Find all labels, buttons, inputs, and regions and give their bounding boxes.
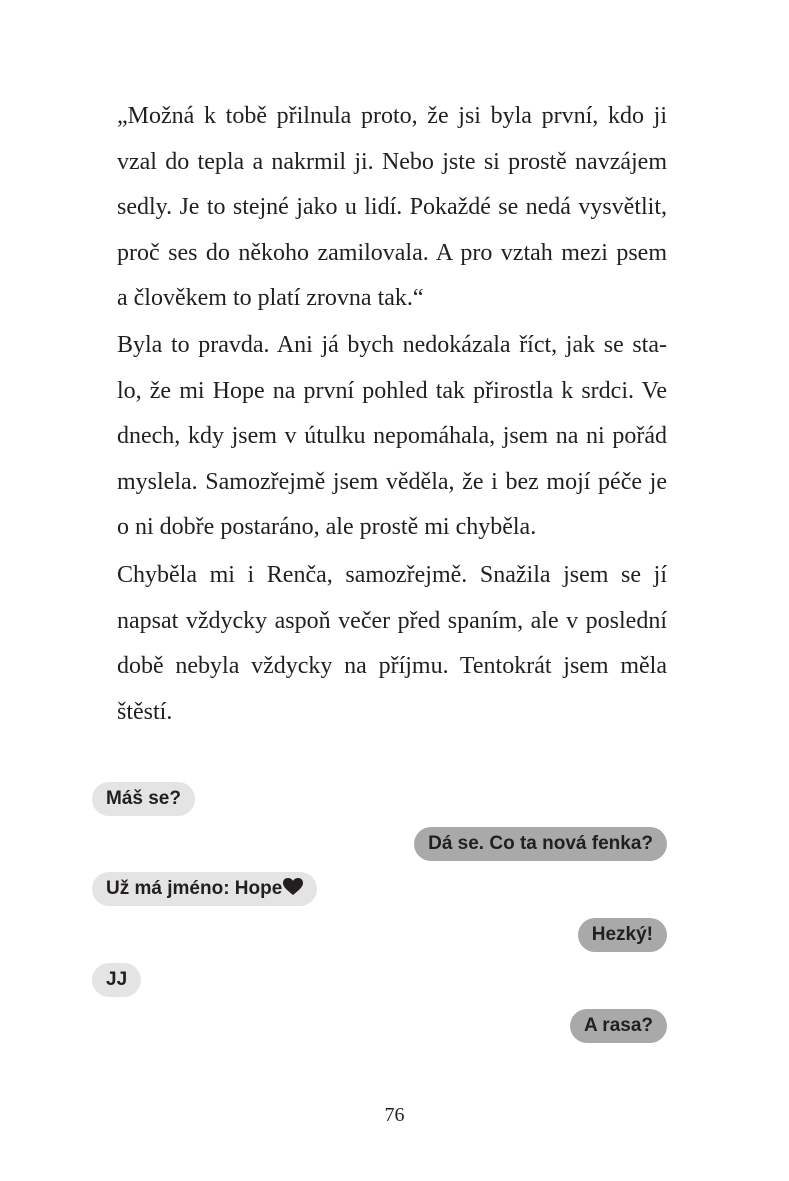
text-line: štěstí. [117, 698, 173, 725]
chat-bubble-outgoing [578, 918, 667, 952]
chat-message-text: A rasa? [584, 1015, 653, 1036]
paragraph-3 [117, 553, 667, 735]
chat-message-text: Už má jméno: Hope [106, 878, 283, 899]
text-line: vzal do tepla a nakrmil ji. Nebo jste si prostě navzájem [117, 148, 667, 175]
chat-message-text: Hezký! [591, 924, 653, 945]
paragraph-1 [117, 94, 667, 322]
text-line: lo, že mi Hope na první pohled tak přirostla k srdci. Ve [117, 377, 667, 404]
chat-message-text: JJ [106, 969, 128, 990]
chat-bubble-incoming [92, 782, 195, 816]
chat-message-text: Dá se. Co ta nová fenka? [428, 833, 653, 854]
chat-bubble-incoming [92, 963, 141, 997]
chat-message-text: Máš se? [106, 788, 181, 809]
text-line: sedly. Je to stejné jako u lidí. Pokaždé se nedá vysvětlit, [117, 194, 667, 220]
heart-icon [283, 878, 303, 896]
text-line: „Možná k tobě přilnula proto, že jsi byla první, kdo ji [117, 103, 667, 129]
text-line: Byla to pravda. Ani já bych nedokázala říct, jak se sta- [117, 332, 667, 358]
paragraph-2 [117, 323, 667, 551]
page-number: 76 [384, 1104, 405, 1126]
text-line: Chyběla mi i Renča, samozřejmě. Snažila jsem se jí [117, 562, 667, 588]
text-line: a člověkem to platí zrovna tak.“ [117, 285, 424, 311]
chat-bubble-outgoing [414, 827, 667, 861]
text-line: myslela. Samozřejmě jsem věděla, že i bez mojí péče je [117, 468, 667, 495]
chat-bubble-incoming [92, 872, 317, 906]
text-line: dnech, kdy jsem v útulku nepomáhala, jsem na ni pořád [117, 423, 667, 449]
chat-bubble-outgoing [570, 1009, 667, 1043]
text-line: napsat vždycky aspoň večer před spaním, ale v poslední [117, 607, 667, 634]
text-line: o ni dobře postaráno, ale prostě mi chyběla. [117, 514, 537, 540]
text-line: proč ses do někoho zamilovala. A pro vztah mezi psem [117, 239, 667, 266]
text-line: době nebyla vždycky na příjmu. Tentokrát jsem měla [117, 653, 667, 679]
